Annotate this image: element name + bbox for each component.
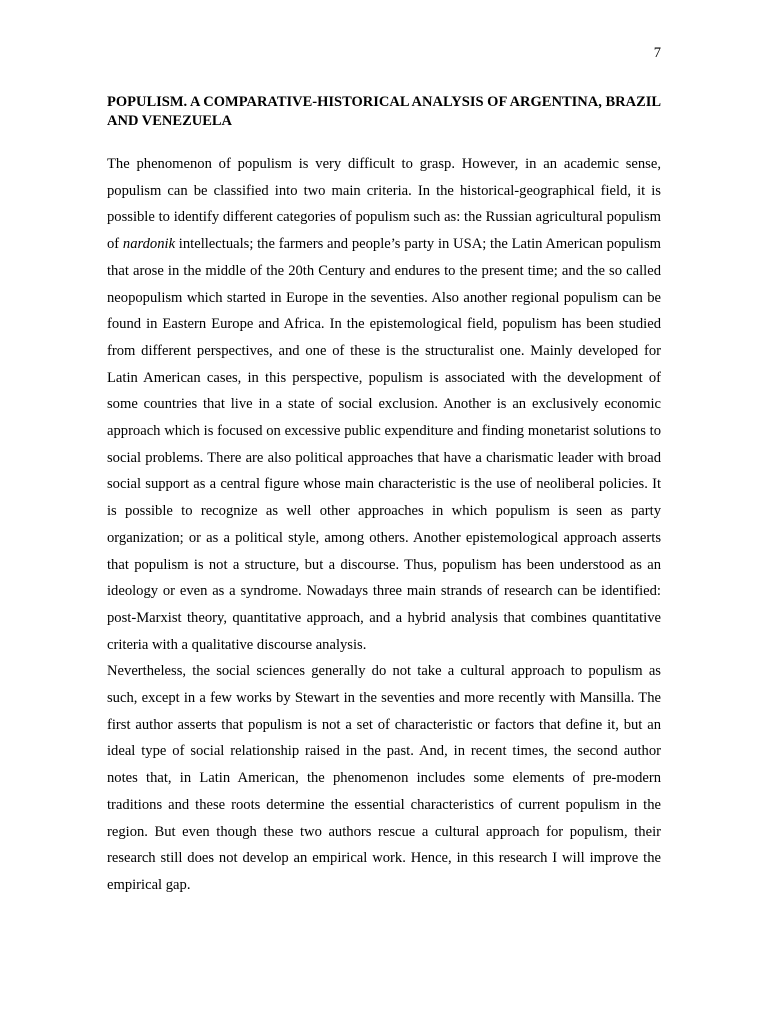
page-number: 7 bbox=[653, 45, 661, 61]
paragraph-1 bbox=[107, 151, 661, 658]
paragraph-1-text-end: intellectuals; the farmers and people’s party in USA; the Latin American populism that arose in the middle of the 20th Century and endures to the present time; and the so called neopopulism which started in Europe in the seventies. Also another regional populism can be found in Eastern Europe and Africa. In the epistemological field, populism has been studied from different perspectives, and one of these is the structuralist one. Mainly developed for Latin American cases, in this perspective, populism is associated with the development of some countries that live in a state of social exclusion. Another is an exclusively economic approach which is focused on excessive public expenditure and finding monetarist solutions to social problems. There are also political approaches that have a charismatic leader with broad social support as a central figure whose main characteristic is the use of neoliberal policies. It is possible to recognize as well other approaches in which populism is seen as party organization; or as a political style, among others. Another epistemological approach asserts that populism is not a structure, but a discourse. Thus, populism has been understood as an ideology or even as a syndrome. Nowadays three main strands of research can be identified: post-Marxist theory, quantitative approach, and a hybrid analysis that combines quantitative criteria with a qualitative discourse analysis. bbox=[107, 236, 661, 653]
italic-term: nardonik bbox=[122, 236, 176, 253]
paragraph-2: Nevertheless, the social sciences generally do not take a cultural approach to populism as such, except in a few works by Stewart in the seventies and more recently with Mansilla. The first author asserts that populism is not a set of characteristic or factors that define it, but an ideal type of social relationship raised in the past. And, in recent times, the second author notes that, in Latin American, the phenomenon includes some elements of pre-modern traditions and these roots determine the essential characteristics of current populism in the region. But even though these two authors rescue a cultural approach for populism, their research still does not develop an empirical work. Hence, in this research I will improve the empirical gap. bbox=[107, 663, 661, 893]
paragraph-1-text-start: The phenomenon of populism is very difficult to grasp. However, in an academic sense, populism can be classified into two main criteria. In the historical-geographical field, it is possible to identify different categories of populism such as: the Russian agricultural populism of bbox=[107, 156, 661, 253]
document-body bbox=[107, 151, 661, 899]
document-title: POPULISM. A COMPARATIVE-HISTORICAL ANALYSIS OF ARGENTINA, BRAZIL AND VENEZUELA bbox=[107, 94, 661, 129]
